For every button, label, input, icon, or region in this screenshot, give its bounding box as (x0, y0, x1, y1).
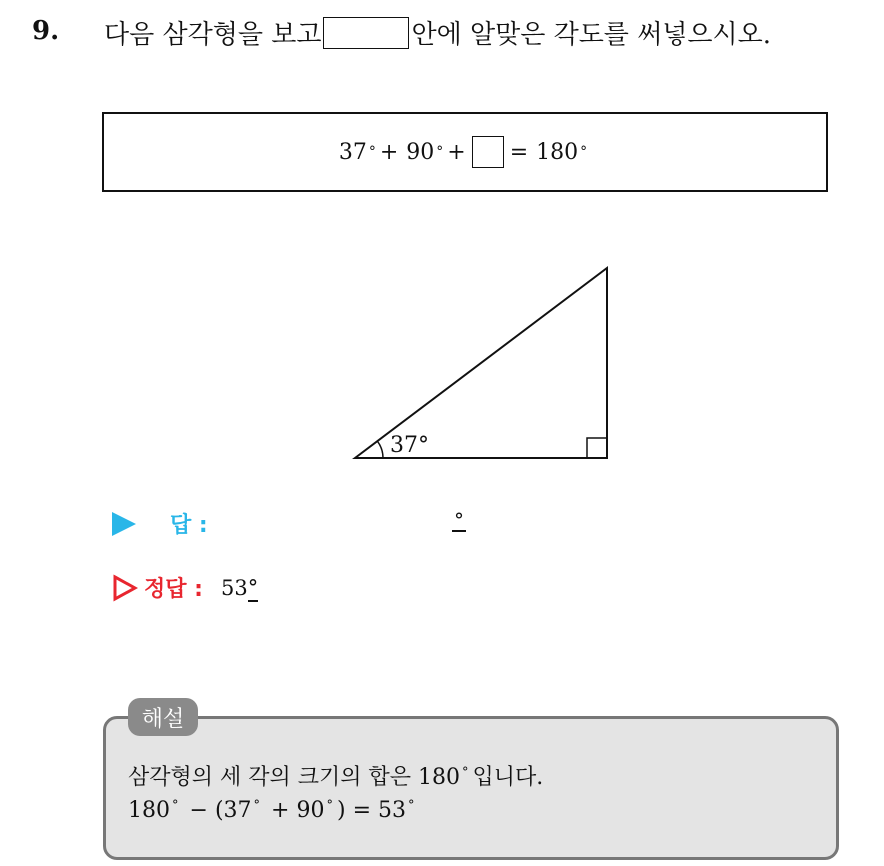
solution-term-b: 37 (223, 798, 252, 823)
outline-triangle-icon (112, 574, 138, 602)
correct-answer-value (221, 576, 258, 600)
degree-symbol: ° (408, 798, 415, 813)
answer-row (112, 508, 208, 539)
answer-label: 답 : (170, 513, 208, 538)
solution-tab: 해설 (128, 698, 198, 736)
degree-symbol: ° (462, 765, 469, 780)
equation-equals: = (509, 139, 529, 165)
angle-arc (377, 441, 383, 458)
degree-symbol: ° (326, 798, 333, 813)
solution-term-a: 180 (128, 798, 170, 823)
degree-symbol: ° (253, 798, 261, 813)
solution-line1-text: 삼각형의 세 각의 크기의 합은 (128, 765, 411, 790)
answer-degree-underline: ° (454, 508, 464, 532)
solution-open-paren: ( (214, 798, 224, 823)
angle-label: 37° (390, 433, 429, 458)
degree-symbol: ° (580, 144, 588, 160)
degree-symbol: ° (368, 144, 376, 160)
answer-blank-box (323, 17, 409, 49)
correct-answer-label: 정답 : (144, 577, 203, 602)
solution-minus: − (189, 798, 208, 823)
degree-symbol: ° (172, 798, 179, 813)
solution-term-c: 90 (296, 798, 325, 823)
equation-box (102, 112, 828, 192)
equation-op1: + (379, 139, 399, 165)
solution-line-1 (128, 760, 543, 791)
question-text-after: 안에 알맞은 각도를 써넣으시오. (411, 20, 772, 50)
correct-answer-degree: ° (247, 575, 259, 600)
solution-result: 53 (378, 798, 406, 823)
solution-line1-end: 입니다. (472, 765, 544, 790)
right-angle-mark (587, 438, 607, 458)
solution-equals: = (352, 798, 371, 823)
question-text (104, 14, 771, 51)
equation-term1: 37 (338, 139, 367, 165)
correct-answer-row (112, 572, 258, 603)
equation-op2: + (447, 139, 466, 165)
question-number: 9. (32, 16, 60, 46)
solution-line1-value: 180 (418, 765, 460, 790)
equation-result: 180 (536, 139, 579, 165)
right-triangle-figure (340, 255, 620, 470)
degree-symbol: ° (436, 144, 444, 160)
equation-term2: 90 (406, 139, 435, 165)
equation-blank-box (472, 136, 504, 168)
question-text-before: 다음 삼각형을 보고 (104, 20, 322, 50)
play-triangle-icon (112, 512, 136, 536)
solution-plus: + (271, 798, 290, 823)
triangle-outline (355, 268, 607, 458)
solution-line-2 (128, 798, 419, 823)
correct-answer-number: 53 (220, 575, 248, 600)
solution-close-paren: ) (336, 798, 346, 823)
